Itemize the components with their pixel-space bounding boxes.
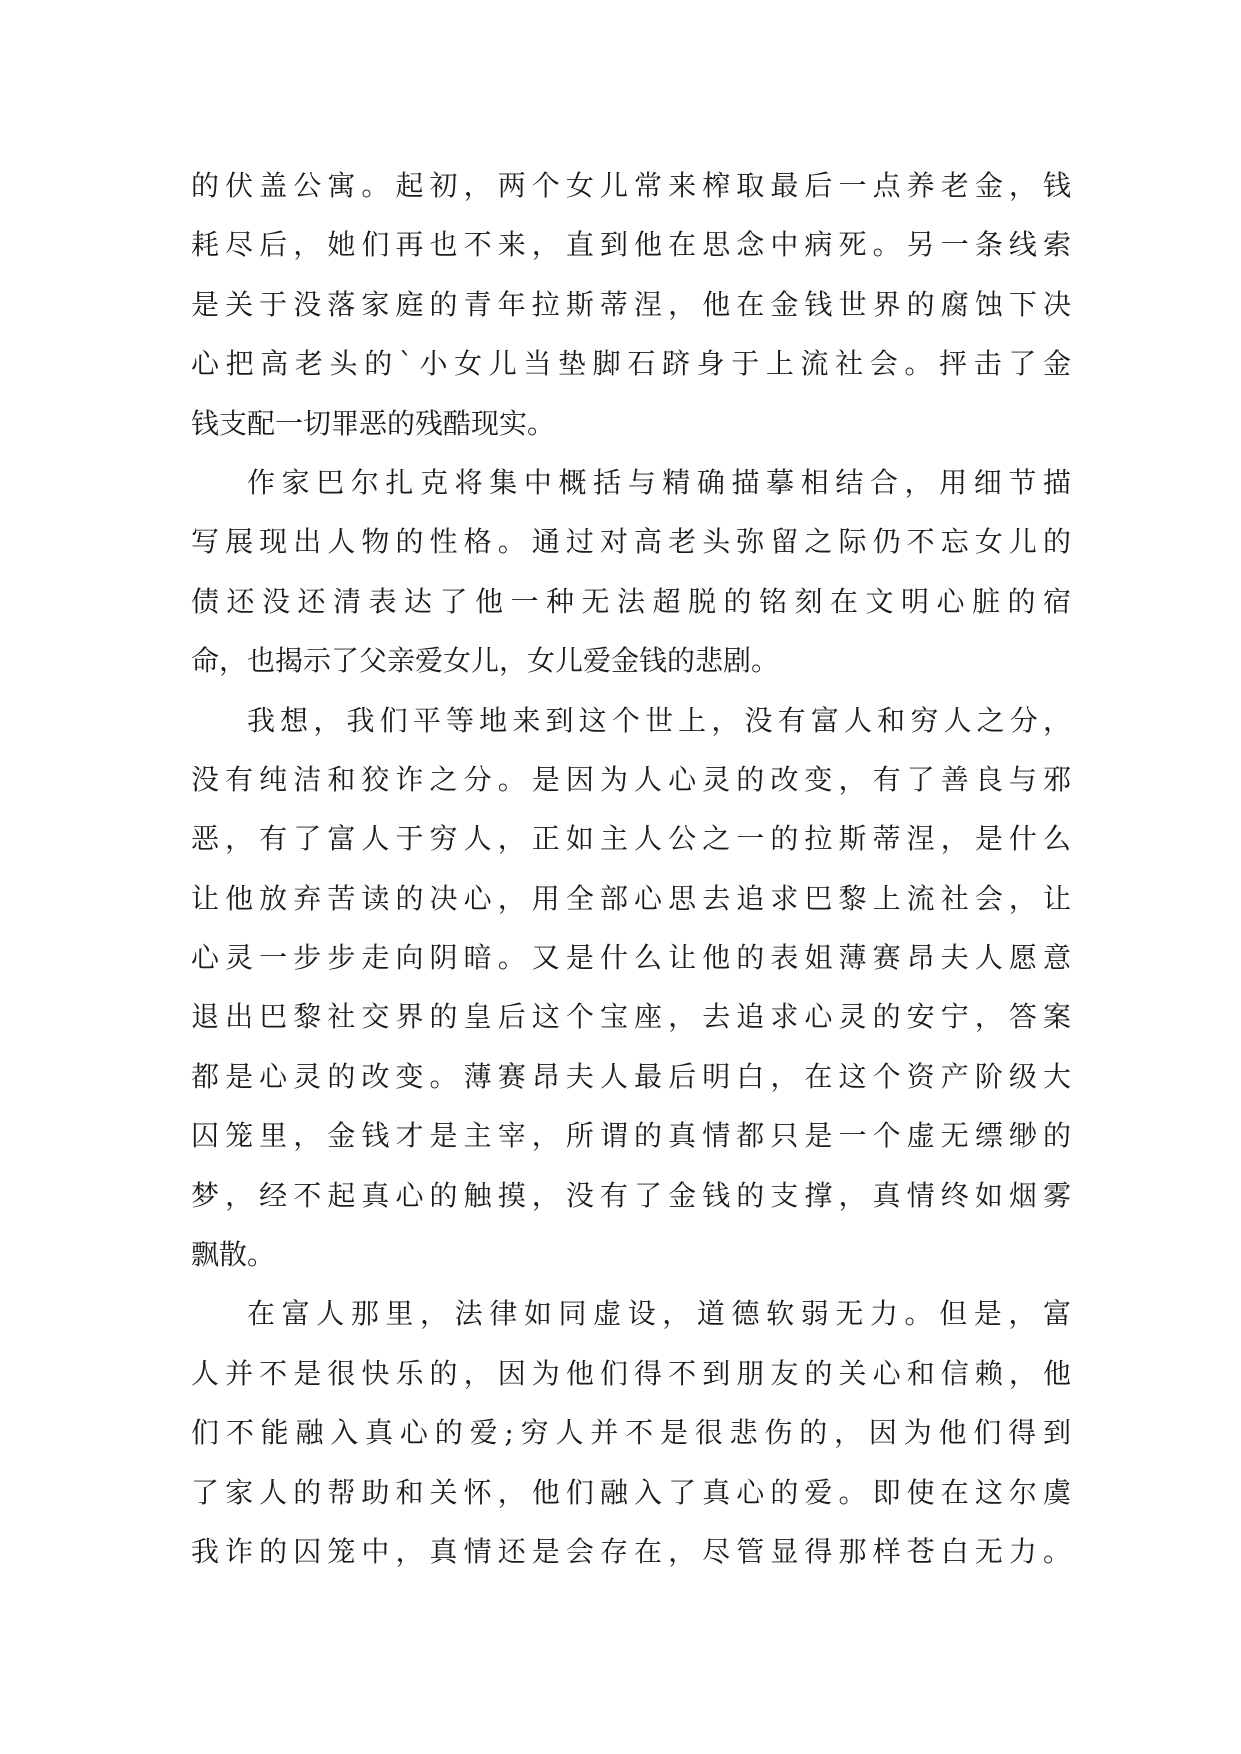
text-line: 人并不是很快乐的，因为他们得不到朋友的关心和信赖，他	[191, 1356, 1071, 1390]
text-line: 让他放弃苦读的决心，用全部心思去追求巴黎上流社会，让	[191, 881, 1071, 915]
text-line: 们不能融入真心的爱;穷人并不是很悲伤的，因为他们得到	[191, 1416, 1071, 1450]
text-line: 没有纯洁和狡诈之分。是因为人心灵的改变，有了善良与邪	[191, 762, 1071, 796]
text-line: 我诈的囚笼中，真情还是会存在，尽管显得那样苍白无力。	[191, 1534, 1071, 1568]
text-line: 在富人那里，法律如同虚设，道德软弱无力。但是，富	[247, 1297, 1071, 1331]
text-line: 飘散。	[191, 1238, 276, 1272]
text-line: 心把高老头的`小女儿当垫脚石跻身于上流社会。抨击了金	[191, 347, 1071, 381]
text-line: 我想，我们平等地来到这个世上，没有富人和穷人之分，	[247, 703, 1071, 737]
text-line: 的伏盖公寓。起初，两个女儿常来榨取最后一点养老金，钱	[191, 169, 1071, 202]
text-line: 作家巴尔扎克将集中概括与精确描摹相结合，用细节描	[247, 465, 1071, 499]
text-line: 写展现出人物的性格。通过对高老头弥留之际仍不忘女儿的	[191, 525, 1071, 559]
text-line: 恶，有了富人于穷人，正如主人公之一的拉斯蒂涅，是什么	[191, 822, 1071, 856]
text-line: 退出巴黎社交界的皇后这个宝座，去追求心灵的安宁，答案	[191, 1000, 1071, 1034]
text-line: 命，也揭示了父亲爱女儿，女儿爱金钱的悲剧。	[191, 644, 780, 678]
text-line: 耗尽后，她们再也不来，直到他在思念中病死。另一条线索	[191, 228, 1071, 262]
text-line: 都是心灵的改变。薄赛昂夫人最后明白，在这个资产阶级大	[191, 1059, 1071, 1093]
body-text	[191, 156, 1071, 1581]
text-line: 梦，经不起真心的触摸，没有了金钱的支撑，真情终如烟雾	[191, 1178, 1071, 1212]
text-line: 囚笼里，金钱才是主宰，所谓的真情都只是一个虚无缥缈的	[191, 1119, 1071, 1153]
text-line: 钱支配一切罪恶的残酷现实。	[191, 406, 556, 440]
text-line: 心灵一步步走向阴暗。又是什么让他的表姐薄赛昂夫人愿意	[191, 941, 1071, 975]
text-line: 是关于没落家庭的青年拉斯蒂涅，他在金钱世界的腐蚀下决	[191, 287, 1071, 321]
text-line: 了家人的帮助和关怀，他们融入了真心的爱。即使在这尔虞	[191, 1475, 1071, 1509]
text-line: 债还没还清表达了他一种无法超脱的铭刻在文明心脏的宿	[191, 584, 1071, 618]
